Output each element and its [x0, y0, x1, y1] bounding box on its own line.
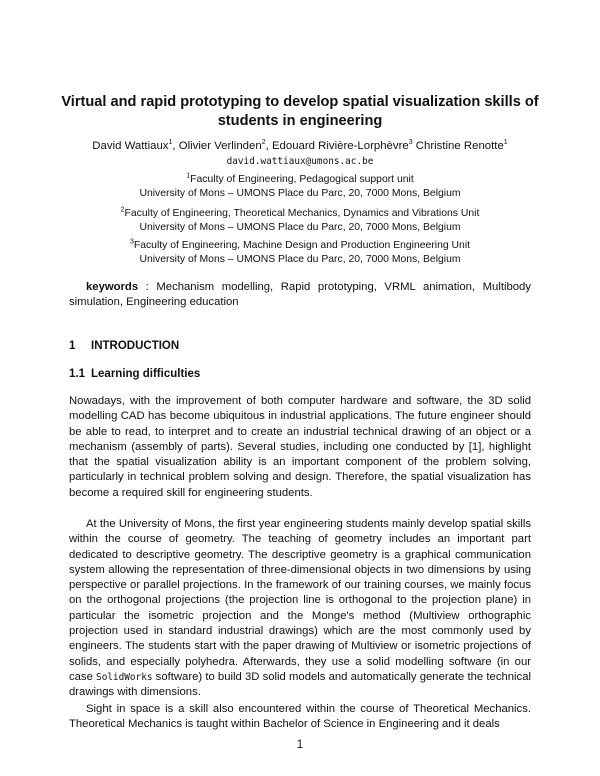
author-separator: ,: [265, 140, 272, 152]
paper-title: [60, 93, 540, 131]
affil-line-2: University of Mons – UMONS Place du Parc, 20, 7000 Mons, Belgium: [139, 253, 461, 265]
author-name: Edouard Rivière-Lorphèvre: [271, 140, 409, 152]
affiliation-3: [40, 239, 560, 266]
section-heading: [69, 340, 179, 352]
keywords-text: : Mechanism modelling, Rapid prototyping, VRML animation, Multibody simulation, Engineering education: [69, 281, 531, 308]
keywords-block: [69, 280, 531, 310]
paragraph-3: Sight in space is a skill also encountered within the course of Theoretical Mechanics. Theoretical Mechanics is taught within Bachelor of Science in Engineering and it deals: [69, 703, 531, 731]
author-separator: ,: [172, 140, 179, 152]
software-name: SolidWorks: [96, 671, 153, 683]
title-line-2: students in engineering: [217, 113, 383, 129]
paragraph-2: [69, 517, 531, 701]
affil-line-2: University of Mons – UMONS Place du Parc, 20, 7000 Mons, Belgium: [139, 187, 461, 199]
subsection-heading: [69, 368, 200, 380]
author-affil-sup: 1: [168, 139, 173, 147]
affil-line-2: University of Mons – UMONS Place du Parc, 20, 7000 Mons, Belgium: [139, 221, 461, 233]
paragraph-1: Nowadays, with the improvement of both computer hardware and software, the 3D solid modelling CAD has become ubiquitous in industrial applications. The future engineer should be able to read, to interpret and to create an industrial technical drawing of an object or a mechanism (assembly of parts). Several studies, including one conducted by [1], highlight that the spatial visualization ability is an important component of the problem solving, particularly in technical problem solving and design. Therefore, the spatial visualization has become a required skill for engineering students.: [69, 395, 531, 499]
affil-sup: 2: [120, 206, 125, 214]
affil-sup: 3: [129, 238, 134, 246]
paragraph-2-text-b: software) to build 3D solid models and automatically generate the technical drawings with dimensions.: [69, 670, 531, 699]
author-affil-sup: 1: [503, 139, 508, 147]
paragraph-2-text-a: At the University of Mons, the first year engineering students mainly develop spatial skills within the course of geometry. The teaching of geometry includes an important part dedicated to descriptive geometry. The descriptive geometry is a graphical communication system allowing the representation of three-dimensional objects in two dimensions by using perspective or parallel projections. In the framework of our training courses, we mainly focus on the orthogonal projections (the projection line is orthogonal to the projection plane) in particular the isometric projection and the Monge's method (Multiview orthographic projection used in standard industrial drawings) which are the most commonly used by engineers. The students start with the paper drawing of Multiview or isometric projections of solids, and especially polyhedra. Afterwards, they use a solid modelling software (in our case: [69, 518, 531, 683]
affil-line-1: Faculty of Engineering, Machine Design and Production Engineering Unit: [133, 240, 471, 251]
keywords-label: keywords: [86, 281, 139, 293]
affil-line-1: Faculty of Engineering, Pedagogical support unit: [190, 174, 414, 185]
section-number: 1: [69, 340, 76, 352]
title-line-1: Virtual and rapid prototyping to develop spatial visualization skills of: [61, 94, 539, 110]
author-name: Olivier Verlinden: [178, 140, 262, 152]
affil-line-1: Faculty of Engineering, Theoretical Mechanics, Dynamics and Vibrations Unit: [124, 208, 480, 219]
author-affil-sup: 3: [408, 139, 413, 147]
affiliation-2: [40, 207, 560, 234]
subsection-number: 1.1: [69, 368, 85, 380]
section-title: INTRODUCTION: [91, 340, 180, 352]
author-name: David Wattiaux: [92, 140, 169, 152]
author-name: Christine Renotte: [415, 140, 504, 152]
subsection-title: Learning difficulties: [91, 368, 201, 380]
author-affil-sup: 2: [261, 139, 266, 147]
affil-sup: 1: [186, 172, 191, 180]
page-number: 1: [296, 739, 304, 751]
author-list: [40, 139, 560, 154]
author-email: david.wattiaux@umons.ac.be: [226, 156, 374, 167]
affiliation-1: [40, 173, 560, 200]
